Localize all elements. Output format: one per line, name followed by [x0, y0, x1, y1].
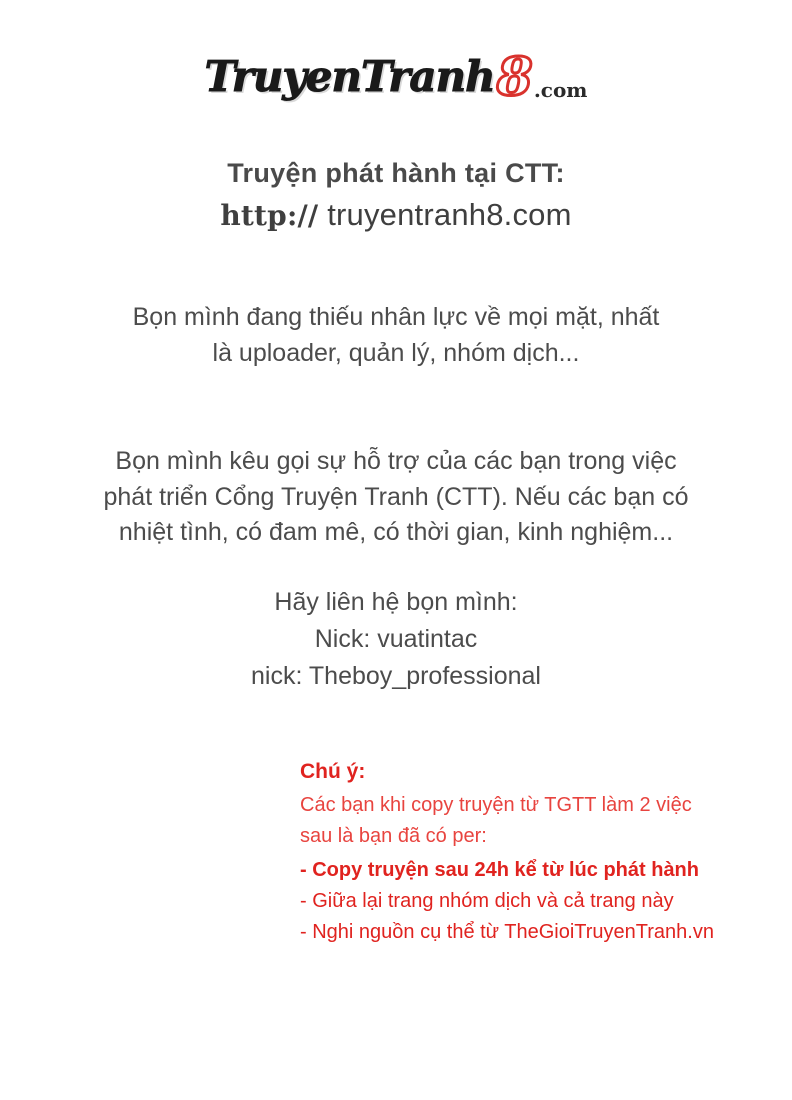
announcement-url: [0, 197, 792, 233]
contact-heading: Hãy liên hệ bọn mình:: [274, 588, 518, 616]
recruit-line-1: Bọn mình đang thiếu nhân lực về mọi mặt, nhất: [132, 303, 660, 331]
contact-nick-1: Nick: vuatintac: [314, 624, 478, 653]
url-protocol: http://: [220, 199, 319, 232]
notice-block: [300, 756, 770, 947]
notice-rule-2: - Giữa lại trang nhóm dịch và cả trang này: [300, 889, 674, 912]
logo-text: [204, 47, 588, 108]
url-host: truyentranh8.com: [327, 197, 572, 232]
contact-block: [0, 584, 792, 694]
notice-rule-3: - Nghi nguồn cụ thể từ TheGioiTruyenTranh.vn: [300, 920, 714, 943]
announcement-heading: Truyện phát hành tại CTT:: [227, 158, 565, 188]
notice-line-1: Các bạn khi copy truyện từ TGTT làm 2 việc: [300, 794, 692, 817]
announcement-block: [0, 158, 792, 233]
support-line-2: phát triển Cổng Truyện Tranh (CTT). Nếu các bạn có: [103, 482, 689, 511]
logo-domain-suffix: .com: [533, 78, 588, 102]
support-paragraph: [0, 444, 792, 551]
site-logo: [0, 47, 792, 108]
recruit-line-2: là uploader, quản lý, nhóm dịch...: [212, 338, 580, 367]
support-line-3: nhiệt tình, có đam mê, có thời gian, kinh nghiệm...: [118, 518, 674, 546]
support-line-1: Bọn mình kêu gọi sự hỗ trợ của các bạn trong việc: [115, 447, 677, 475]
recruit-paragraph: [0, 300, 792, 371]
notice-title: Chú ý:: [300, 760, 366, 783]
contact-nick-2: nick: Theboy_professional: [251, 661, 541, 690]
logo-main-text: TruyenTranh: [204, 52, 495, 101]
logo-number-eight: 8: [496, 47, 532, 108]
notice-line-2: sau là bạn đã có per:: [300, 824, 487, 847]
notice-rule-1: - Copy truyện sau 24h kể từ lúc phát hành: [300, 859, 699, 882]
